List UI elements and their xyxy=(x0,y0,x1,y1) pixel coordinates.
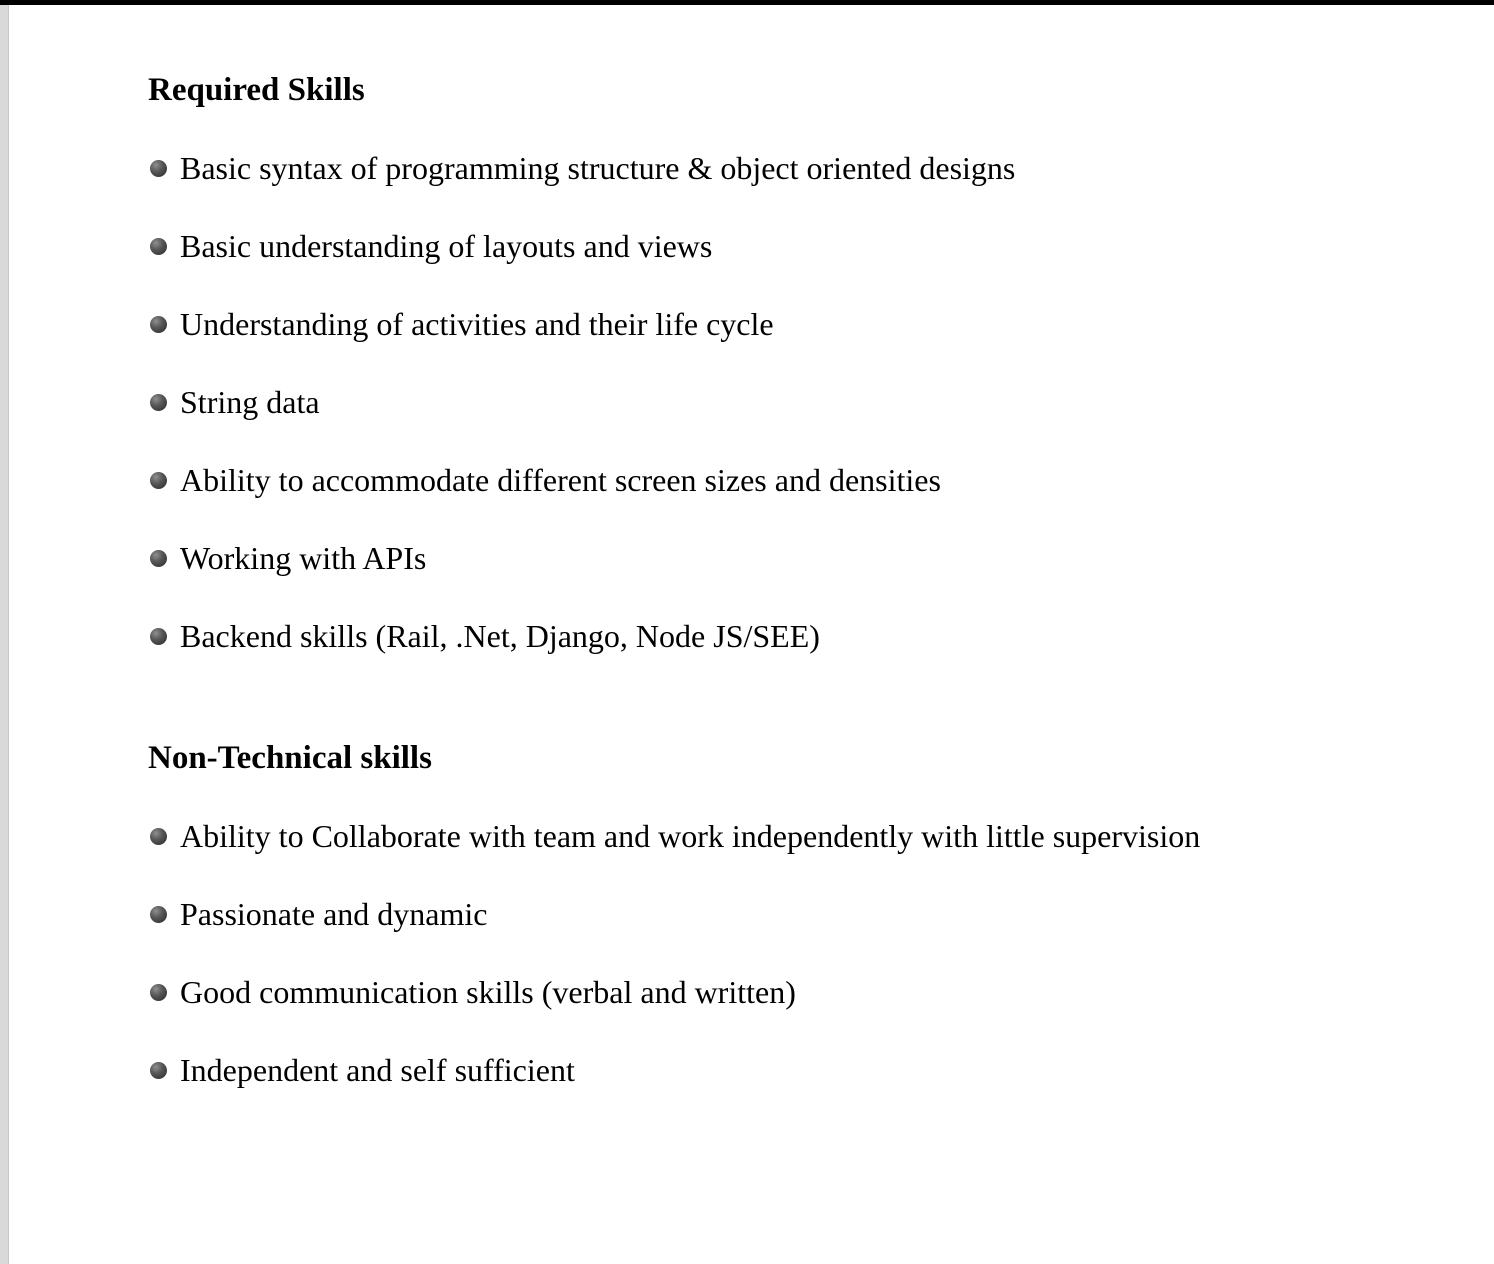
bullet-icon xyxy=(150,828,167,845)
bullet-icon xyxy=(150,1062,167,1079)
skill-list xyxy=(148,812,1300,1094)
list-item-text: Ability to accommodate different screen sizes and densities xyxy=(180,462,941,498)
list-item xyxy=(148,378,1300,426)
left-page-edge xyxy=(0,5,9,1264)
bullet-icon xyxy=(150,316,167,333)
list-item xyxy=(148,222,1300,270)
list-item-text: Backend skills (Rail, .Net, Django, Node JS/SEE) xyxy=(180,618,820,654)
list-item-text: Ability to Collaborate with team and work independently with little supervision xyxy=(180,818,1201,854)
bullet-icon xyxy=(150,984,167,1001)
section-heading: Non-Technical skills xyxy=(148,740,432,776)
section-heading: Required Skills xyxy=(148,72,365,108)
list-item-text: Passionate and dynamic xyxy=(180,896,488,932)
skills-section xyxy=(148,68,1318,660)
skill-list xyxy=(148,144,1300,660)
list-item xyxy=(148,1046,1300,1094)
list-item-text: Understanding of activities and their life cycle xyxy=(180,306,774,342)
list-item xyxy=(148,534,1300,582)
list-item xyxy=(148,890,1300,938)
list-item xyxy=(148,812,1300,860)
top-border-bar xyxy=(0,0,1494,5)
list-item xyxy=(148,968,1300,1016)
skills-section xyxy=(148,736,1318,1094)
list-item xyxy=(148,144,1300,192)
bullet-icon xyxy=(150,906,167,923)
list-item-text: Independent and self sufficient xyxy=(180,1052,575,1088)
list-item-text: Basic understanding of layouts and views xyxy=(180,228,713,264)
bullet-icon xyxy=(150,472,167,489)
document-body xyxy=(148,68,1318,1094)
bullet-icon xyxy=(150,394,167,411)
bullet-icon xyxy=(150,160,167,177)
bullet-icon xyxy=(150,628,167,645)
list-item-text: Good communication skills (verbal and written) xyxy=(180,974,796,1010)
list-item xyxy=(148,456,1300,504)
list-item xyxy=(148,612,1300,660)
list-item-text: Basic syntax of programming structure & object oriented designs xyxy=(180,150,1016,186)
list-item xyxy=(148,300,1300,348)
bullet-icon xyxy=(150,550,167,567)
list-item-text: Working with APIs xyxy=(180,540,427,576)
bullet-icon xyxy=(150,238,167,255)
list-item-text: String data xyxy=(180,384,320,420)
